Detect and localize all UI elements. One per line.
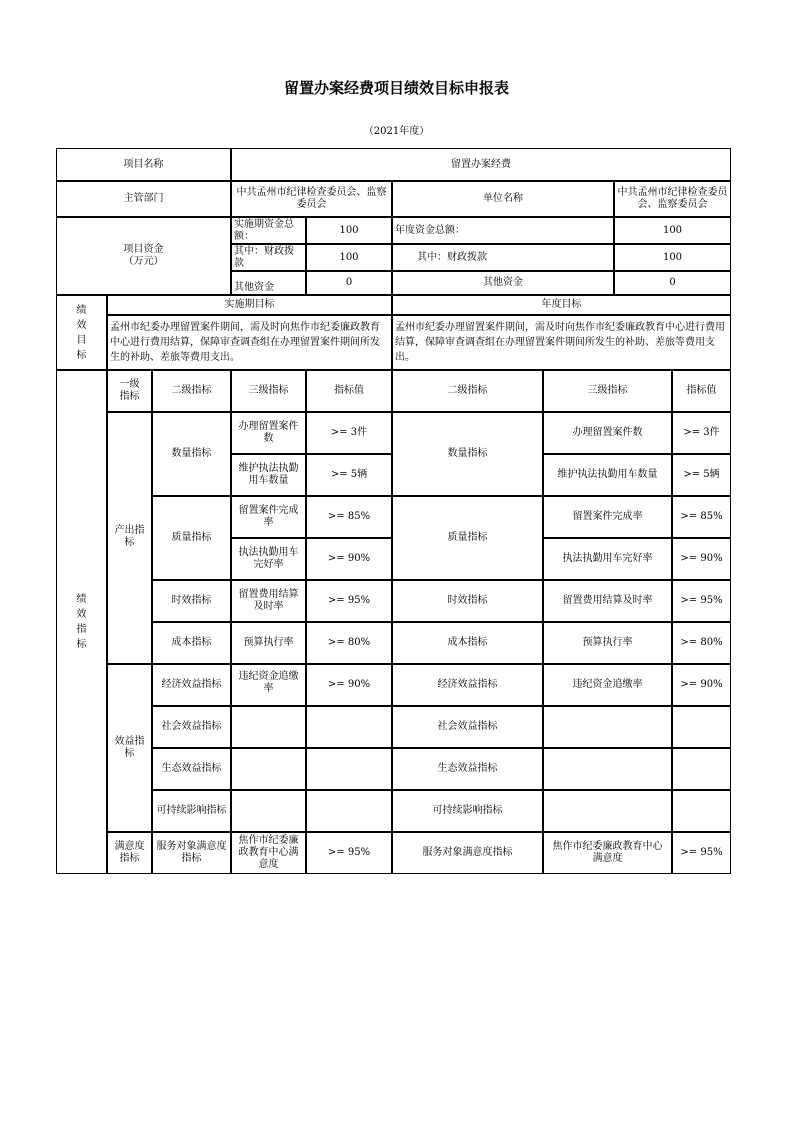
period-other-value: 0: [306, 271, 392, 295]
q2-value-annual: >= 5辆: [672, 454, 731, 496]
period-other-label: 其他资金: [231, 271, 306, 295]
header-level2: 二级指标: [152, 370, 231, 412]
q1-value-annual: >= 3件: [672, 412, 731, 454]
timeliness-indicator-annual: 时效指标: [392, 580, 543, 622]
e1-value-annual: >= 90%: [672, 664, 731, 706]
t1-name: 留置费用结算 及时率: [231, 580, 306, 622]
q2-value: >= 5辆: [306, 454, 392, 496]
c1-name-annual: 预算执行率: [543, 622, 672, 664]
quality-indicator: 质量指标: [152, 496, 231, 580]
sustainable-indicator-annual: 可持续影响指标: [392, 790, 543, 832]
economic-indicator: 经济效益指标: [152, 664, 231, 706]
social-value-annual-empty: [672, 706, 731, 748]
header-value: 指标值: [306, 370, 392, 412]
e1-name: 违纪资金追缴 率: [231, 664, 306, 706]
ecological-value-empty: [306, 748, 392, 790]
ecological-indicator-annual: 生态效益指标: [392, 748, 543, 790]
header-level3-annual: 三级指标: [543, 370, 672, 412]
q2-name-annual: 维护执法执勤用车数量: [543, 454, 672, 496]
sustainable-value-empty: [306, 790, 392, 832]
sustainable-indicator: 可持续影响指标: [152, 790, 231, 832]
ql2-name: 执法执勤用车 完好率: [231, 538, 306, 580]
sustainable-name-empty: [231, 790, 306, 832]
annual-other-value: 0: [614, 271, 731, 295]
q1-name: 办理留置案件 数: [231, 412, 306, 454]
quantity-indicator-annual: 数量指标: [392, 412, 543, 496]
department-value: 中共孟州市纪律检查委员会、监察委员会: [231, 181, 392, 217]
ql1-value-annual: >= 85%: [672, 496, 731, 538]
annual-other-label: 其他资金: [392, 271, 614, 295]
satisfaction-indicator-label: 满意度 指标: [107, 832, 152, 874]
ecological-name-empty: [231, 748, 306, 790]
period-fiscal-value: 100: [306, 244, 392, 271]
ql1-name: 留置案件完成 率: [231, 496, 306, 538]
funds-label: 项目资金 （万元）: [56, 217, 231, 295]
e1-name-annual: 违纪资金追缴率: [543, 664, 672, 706]
annual-fiscal-value: 100: [614, 244, 731, 271]
social-indicator-annual: 社会效益指标: [392, 706, 543, 748]
period-goal-text: 孟州市纪委办理留置案件期间，需及时向焦作市纪委廉政教育中心进行费用结算，保障审查调查组在办理留置案件期间所发生的补助、差旅等费用支出。: [107, 315, 392, 370]
t1-name-annual: 留置费用结算及时率: [543, 580, 672, 622]
header-value-annual: 指标值: [672, 370, 731, 412]
s1-name: 焦作市纪委廉 政教育中心满 意度: [231, 832, 306, 874]
c1-value-annual: >= 80%: [672, 622, 731, 664]
project-name-label: 项目名称: [56, 148, 231, 181]
ecological-name-annual-empty: [543, 748, 672, 790]
ql1-value: >= 85%: [306, 496, 392, 538]
service-satisfaction-indicator-annual: 服务对象满意度指标: [392, 832, 543, 874]
header-level1: 一级 指标: [107, 370, 152, 412]
q1-name-annual: 办理留置案件数: [543, 412, 672, 454]
output-indicator-label: 产出指 标: [107, 412, 152, 664]
s1-value-annual: >= 95%: [672, 832, 731, 874]
e1-value: >= 90%: [306, 664, 392, 706]
c1-name: 预算执行率: [231, 622, 306, 664]
s1-name-annual: 焦作市纪委廉政教育中心 满意度: [543, 832, 672, 874]
sustainable-name-annual-empty: [543, 790, 672, 832]
annual-goal-header: 年度目标: [392, 295, 731, 315]
q1-value: >= 3件: [306, 412, 392, 454]
ql2-value-annual: >= 90%: [672, 538, 731, 580]
t1-value-annual: >= 95%: [672, 580, 731, 622]
ql1-name-annual: 留置案件完成率: [543, 496, 672, 538]
benefit-indicator-label: 效益指 标: [107, 664, 152, 832]
ql2-value: >= 90%: [306, 538, 392, 580]
q2-name: 维护执法执勤 用车数量: [231, 454, 306, 496]
sustainable-value-annual-empty: [672, 790, 731, 832]
header-level2-annual: 二级指标: [392, 370, 543, 412]
department-label: 主管部门: [56, 181, 231, 217]
annual-total-value: 100: [614, 217, 731, 244]
unit-name-label: 单位名称: [392, 181, 614, 217]
annual-fiscal-label: 其中：财政拨款: [392, 244, 614, 271]
s1-value: >= 95%: [306, 832, 392, 874]
cost-indicator-annual: 成本指标: [392, 622, 543, 664]
social-name-empty: [231, 706, 306, 748]
ql2-name-annual: 执法执勤用车完好率: [543, 538, 672, 580]
annual-total-label: 年度资金总额：: [392, 217, 614, 244]
page-title: 留置办案经费项目绩效目标申报表: [283, 79, 509, 97]
social-name-annual-empty: [543, 706, 672, 748]
economic-indicator-annual: 经济效益指标: [392, 664, 543, 706]
period-fiscal-label: 其中：财政拨款: [231, 244, 306, 271]
social-indicator: 社会效益指标: [152, 706, 231, 748]
annual-goal-text: 孟州市纪委办理留置案件期间，需及时向焦作市纪委廉政教育中心进行费用结算，保障审查调查组在办理留置案件期间所发生的补助、差旅等费用支出。: [392, 315, 731, 370]
cost-indicator: 成本指标: [152, 622, 231, 664]
period-total-label: 实施期资金总额：: [231, 217, 306, 244]
t1-value: >= 95%: [306, 580, 392, 622]
ecological-value-annual-empty: [672, 748, 731, 790]
period-total-value: 100: [306, 217, 392, 244]
header-level3: 三级指标: [231, 370, 306, 412]
unit-name-value: 中共孟州市纪律检查委员会、监察委员会: [614, 181, 731, 217]
project-name-value: 留置办案经费: [231, 148, 731, 181]
quantity-indicator: 数量指标: [152, 412, 231, 496]
social-value-empty: [306, 706, 392, 748]
goals-label: 绩 效 目 标: [56, 295, 107, 370]
c1-value: >= 80%: [306, 622, 392, 664]
period-goal-header: 实施期目标: [107, 295, 392, 315]
indicators-label: 绩 效 指 标: [56, 370, 107, 874]
fiscal-year: （2021年度）: [363, 126, 430, 137]
ecological-indicator: 生态效益指标: [152, 748, 231, 790]
timeliness-indicator: 时效指标: [152, 580, 231, 622]
quality-indicator-annual: 质量指标: [392, 496, 543, 580]
service-satisfaction-indicator: 服务对象满意度 指标: [152, 832, 231, 874]
